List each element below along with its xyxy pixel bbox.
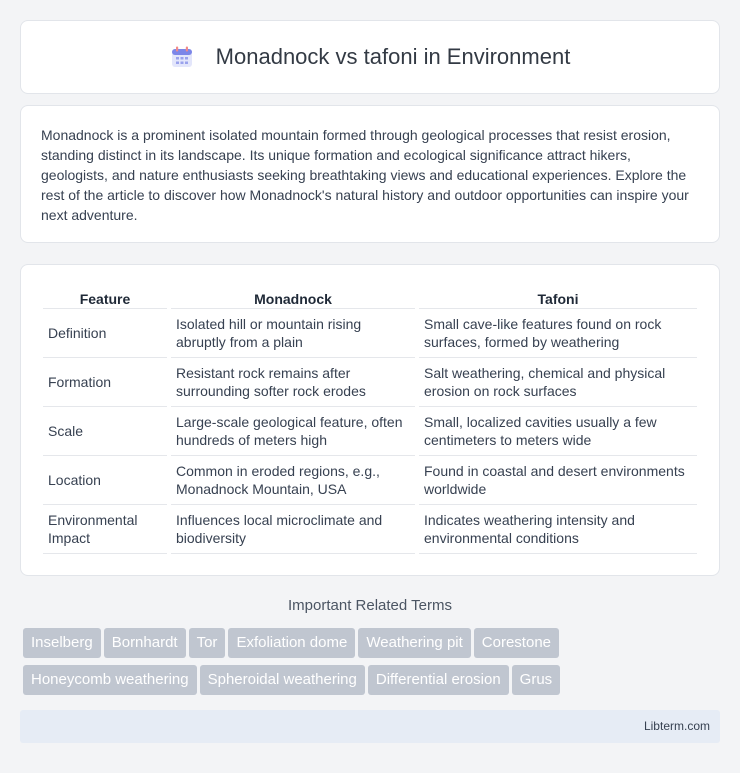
cell-feature: Formation xyxy=(43,358,167,407)
cell-tafoni: Salt weathering, chemical and physical erosion on rock surfaces xyxy=(419,358,697,407)
cell-tafoni: Small, localized cavities usually a few centimeters to meters wide xyxy=(419,407,697,456)
page-title: Monadnock vs tafoni in Environment xyxy=(215,44,571,69)
cell-monadnock: Large-scale geological feature, often hundreds of meters high xyxy=(171,407,415,456)
cell-feature: Location xyxy=(43,456,167,505)
comparison-table xyxy=(39,285,701,554)
term-tag[interactable]: Spheroidal weathering xyxy=(200,665,365,695)
term-tag[interactable]: Honeycomb weathering xyxy=(23,665,197,695)
header-monadnock: Monadnock xyxy=(171,285,415,309)
related-terms-list xyxy=(23,628,723,702)
table-row xyxy=(43,309,697,358)
table-row xyxy=(43,407,697,456)
table-row xyxy=(43,358,697,407)
term-tag[interactable]: Exfoliation dome xyxy=(228,628,355,658)
intro-text: Monadnock is a prominent isolated mountain formed through geological processes that resist erosion, standing distinct in its landscape. Its unique formation and ecological significance attract hikers, geologists, and nature enthusiasts seeking breathtaking views and educational experiences. Explore the rest of the article to discover how Monadnock's natural history and outdoor opportunities can inspire your next adventure. xyxy=(41,127,689,223)
cell-monadnock: Resistant rock remains after surrounding softer rock erodes xyxy=(171,358,415,407)
cell-feature: Definition xyxy=(43,309,167,358)
cell-monadnock: Influences local microclimate and biodiversity xyxy=(171,505,415,554)
intro-card xyxy=(20,105,720,243)
title-card xyxy=(20,20,720,94)
related-terms-title: Important Related Terms xyxy=(288,597,452,614)
footer-site-link[interactable]: Libterm.com xyxy=(643,719,710,733)
term-tag[interactable]: Weathering pit xyxy=(358,628,470,658)
cell-monadnock: Isolated hill or mountain rising abruptly from a plain xyxy=(171,309,415,358)
table-row xyxy=(43,505,697,554)
term-tag[interactable]: Bornhardt xyxy=(104,628,186,658)
cell-feature: Scale xyxy=(43,407,167,456)
cell-monadnock: Common in eroded regions, e.g., Monadnock Mountain, USA xyxy=(171,456,415,505)
term-tag[interactable]: Inselberg xyxy=(23,628,101,658)
comparison-table-card xyxy=(20,264,720,576)
table-row xyxy=(43,456,697,505)
header-feature: Feature xyxy=(43,285,167,309)
table-header-row xyxy=(43,285,697,309)
cell-feature: Environmental Impact xyxy=(43,505,167,554)
term-tag[interactable]: Differential erosion xyxy=(368,665,509,695)
calendar-icon xyxy=(170,45,194,69)
term-tag[interactable]: Tor xyxy=(189,628,226,658)
cell-tafoni: Found in coastal and desert environments worldwide xyxy=(419,456,697,505)
cell-tafoni: Indicates weathering intensity and environmental conditions xyxy=(419,505,697,554)
footer xyxy=(20,710,720,743)
term-tag[interactable]: Corestone xyxy=(474,628,559,658)
term-tag[interactable]: Grus xyxy=(512,665,561,695)
header-tafoni: Tafoni xyxy=(419,285,697,309)
cell-tafoni: Small cave-like features found on rock surfaces, formed by weathering xyxy=(419,309,697,358)
